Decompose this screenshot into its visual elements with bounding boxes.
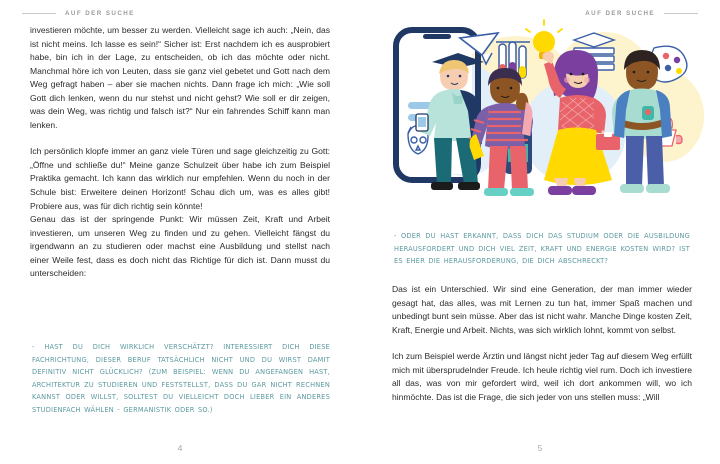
paragraph: Genau das ist der springende Punkt: Wir müssen Zeit, Kraft und Arbeit investieren, um unseren Weg zu finden und zu gehen. Vielleicht fängst du irgendwann an zu studieren oder machst eine Ausbildung und stellst nach einer Weile fest, dass es doch nicht das Richtige für dich ist. Dann musst du unterscheiden: xyxy=(30,214,330,279)
paragraph: Das ist ein Unterschied. Wir sind eine Generation, der man immer wieder gesagt hat, das alles, was mit Lernen zu tun hat, immer Spaß machen und unbedingt bunt sein müsse. Aber das ist nicht wahr. Manche Dinge kosten Zeit, Kraft, Energie und Arbeit. Nichts, was sich wirklich lohnt, kommt von selbst. xyxy=(392,284,692,335)
running-head-rule xyxy=(22,13,56,14)
paragraph: Ich zum Beispiel werde Ärztin und längst nicht jeder Tag auf diesem Weg erfüllt mich mit übersprudelnder Freude. Ich heule richtig viel rum. Doch ich investiere all das, was von mir gefordert wird, weil ich dort ankommen will, wo ich hinmöchte. Das ist die Frage, die sich jeder von uns stellen muss: „Will xyxy=(392,351,692,402)
running-head-label: AUF DER SUCHE xyxy=(585,9,655,17)
running-head-label: AUF DER SUCHE xyxy=(65,9,135,17)
page-number-right: 5 xyxy=(537,443,543,453)
running-head-rule xyxy=(664,13,698,14)
students-education-illustration xyxy=(368,16,712,224)
page-number-left: 4 xyxy=(177,443,183,453)
running-head-left xyxy=(22,7,135,19)
right-text-column xyxy=(392,283,692,404)
paragraph: Ich persönlich klopfe immer an ganz viele Türen und sage gleichzeitig zu Gott: „Öffne und schließe du!“ Meine ganze Schulzeit über habe ich zum Beispiel Praktika gemacht. Ich kann das wirklich nur empfehlen. Wenn du noch in der Schule bist: Erweitere deinen Horizont! Schau dich um, was es alles gibt! Probiere aus, was für dich richtig sein könnte! xyxy=(30,146,330,211)
paragraph: investieren möchte, um besser zu werden. Vielleicht sage ich auch: „Nein, das ist nicht meins. Ich lasse es sein!“ Sicher ist: Erst nachdem ich es ausprobiert habe, bin ich in der Lage, zu entscheiden, ob ich das möchte oder nicht. Manchmal höre ich von Leuten, dass sie ganz viel gebetet und Gott nach dem Weg gefragt haben – aber sie machen nichts. Dann frage ich mich: „Wie soll Gott dich lenken, wenn du nur stehst und nicht gehst? Wie soll er dir zeigen, was dein Weg, was richtig und falsch ist?“ Nur ein fahrendes Schiff kann man lenken. xyxy=(30,25,330,130)
handwritten-callout-left: - HAST DU DICH WIRKLICH VERSCHÄTZT? INTERESSIERT DICH DIESE FACHRICHTUNG, DIESER BERUF TATSÄCHLICH NICHT UND DU WIRST DAMIT DEFINITIV NICHT GLÜCKLICH? (ZUM BEISPIEL: WENN DU ANGEFANGEN HAST, ARCHITEKTUR ZU STUDIEREN UND FESTSTELLST, DASS DU GAR NICHT RECHNEN KANNST ODER WILLST, SOLLTEST DU VIELLEICHT DOCH LIEBER EIN ANDERES STUDIENFACH WÄHLEN - GERMANISTIK ODER SO.) xyxy=(32,342,330,414)
right-page xyxy=(360,0,720,464)
handwritten-callout-right: - ODER DU HAST ERKANNT, DASS DICH DAS STUDIUM ODER DIE AUSBILDUNG HERAUSFORDERT UND DICH VIEL ZEIT, KRAFT UND ENERGIE KOSTEN WIRD? IST ES EHER DIE HERAUSFORDERUNG, DIE DICH ABSCHRECKT? xyxy=(394,231,690,266)
left-text-column xyxy=(30,24,330,281)
